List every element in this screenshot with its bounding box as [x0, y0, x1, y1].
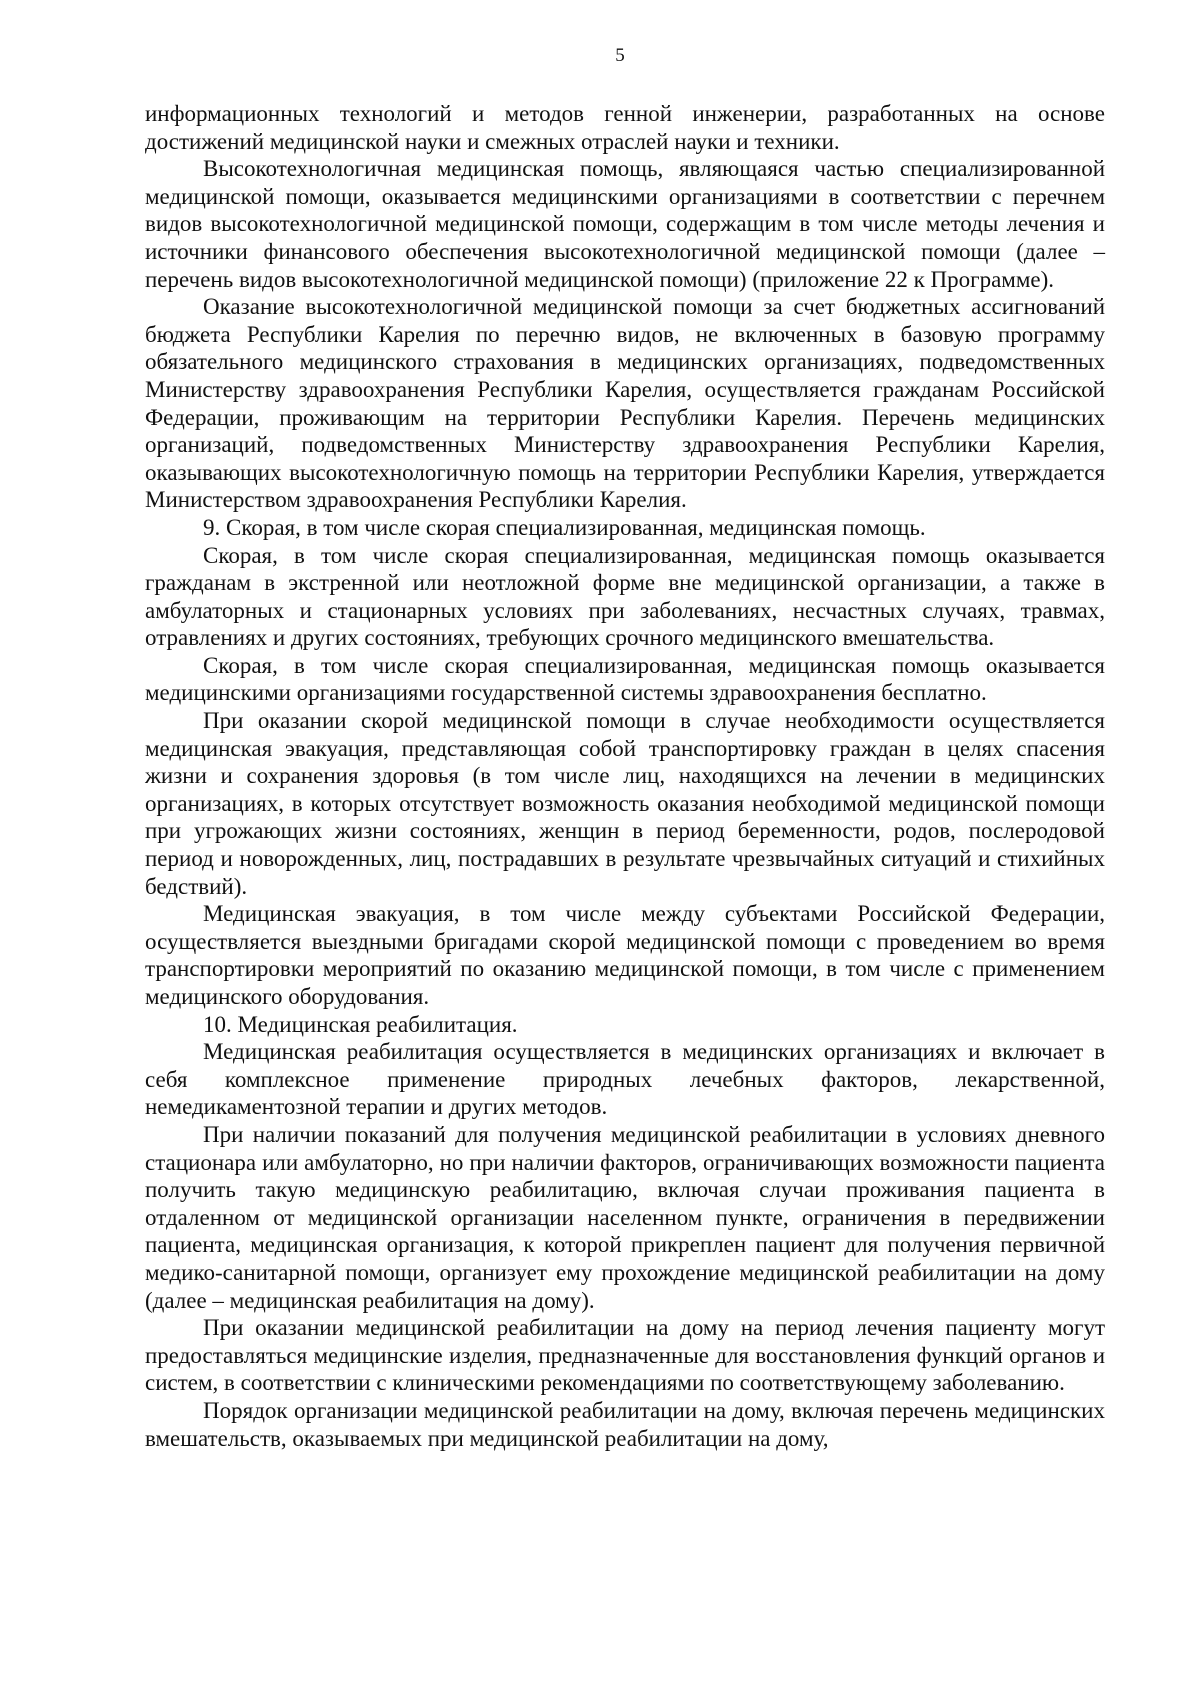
paragraph-emergency-care-provision: Скорая, в том числе скорая специализированная, медицинская помощь оказывается гражданам в экстренной или неотложной форме вне медицинской организации, а также в амбулаторных и стационарных условиях при заболеваниях, несчастных случаях, травмах, отравлениях и других состояниях, требующих срочного медицинского вмешательства.	[145, 542, 1105, 651]
paragraph-emergency-care-free: Скорая, в том числе скорая специализированная, медицинская помощь оказывается медицинскими организациями государственной системы здравоохранения бесплатно.	[145, 652, 1105, 706]
paragraph-high-tech-funding: Оказание высокотехнологичной медицинской помощи за счет бюджетных ассигнований бюджета Республики Карелия по перечню видов, не включенных в базовую программу обязательного медицинского страхования в медицинских организациях, подведомственных Министерству здравоохранения Республики Карелия, осуществляется гражданам Российской Федерации, проживающим на территории Республики Карелия. Перечень медицинских организаций, подведомственных Министерству здравоохранения Республики Карелия, оказывающих высокотехнологичную помощь на территории Республики Карелия, утверждается Министерством здравоохранения Республики Карелия.	[145, 294, 1105, 513]
document-body	[145, 100, 1105, 1452]
paragraph-home-rehabilitation-devices: При оказании медицинской реабилитации на дому на период лечения пациенту могут предоставляться медицинские изделия, предназначенные для восстановления функций органов и систем, в соответствии с клиническими рекомендациями по соответствующему заболеванию.	[145, 1315, 1105, 1396]
paragraph-rehabilitation-definition: Медицинская реабилитация осуществляется в медицинских организациях и включает в себя комплексное применение природных лечебных факторов, лекарственной, немедикаментозной терапии и других методов.	[145, 1039, 1105, 1120]
paragraph-medical-evacuation: При оказании скорой медицинской помощи в случае необходимости осуществляется медицинская эвакуация, представляющая собой транспортировку граждан в целях спасения жизни и сохранения здоровья (в том числе лиц, находящихся на лечении в медицинских организациях, в которых отсутствует возможность оказания необходимой медицинской помощи при угрожающих жизни состояниях, женщин в период беременности, родов, послеродовой период и новорожденных, лиц, пострадавших в результате чрезвычайных ситуаций и стихийных бедствий).	[145, 708, 1105, 899]
paragraph-continuation: информационных технологий и методов генной инженерии, разработанных на основе достижений медицинской науки и смежных отраслей науки и техники.	[145, 101, 1105, 154]
page-number: 5	[615, 45, 625, 66]
section-heading-rehabilitation: 10. Медицинская реабилитация.	[203, 1011, 518, 1037]
section-heading-emergency-care: 9. Скорая, в том числе скорая специализированная, медицинская помощь.	[203, 514, 926, 540]
paragraph-home-rehabilitation-procedure: Порядок организации медицинской реабилитации на дому, включая перечень медицинских вмешательств, оказываемых при медицинской реабилитации на дому,	[145, 1397, 1105, 1451]
paragraph-evacuation-teams: Медицинская эвакуация, в том числе между субъектами Российской Федерации, осуществляется выездными бригадами скорой медицинской помощи с проведением во время транспортировки мероприятий по оказанию медицинской помощи, в том числе с применением медицинского оборудования.	[145, 901, 1105, 1009]
paragraph-high-tech-care: Высокотехнологичная медицинская помощь, являющаяся частью специализированной медицинской помощи, оказывается медицинскими организациями в соответствии с перечнем видов высокотехнологичной медицинской помощи, содержащим в том числе методы лечения и источники финансового обеспечения высокотехнологичной медицинской помощи (далее – перечень видов высокотехнологичной медицинской помощи) (приложение 22 к Программе).	[145, 156, 1105, 292]
paragraph-home-rehabilitation: При наличии показаний для получения медицинской реабилитации в условиях дневного стационара или амбулаторно, но при наличии факторов, ограничивающих возможности пациента получить такую медицинскую реабилитацию, включая случаи проживания пациента в отдаленном от медицинской организации населенном пункте, ограничения в передвижении пациента, медицинская организация, к которой прикреплен пациент для получения первичной медико-санитарной помощи, организует ему прохождение медицинской реабилитации на дому (далее – медицинская реабилитация на дому).	[145, 1121, 1105, 1313]
